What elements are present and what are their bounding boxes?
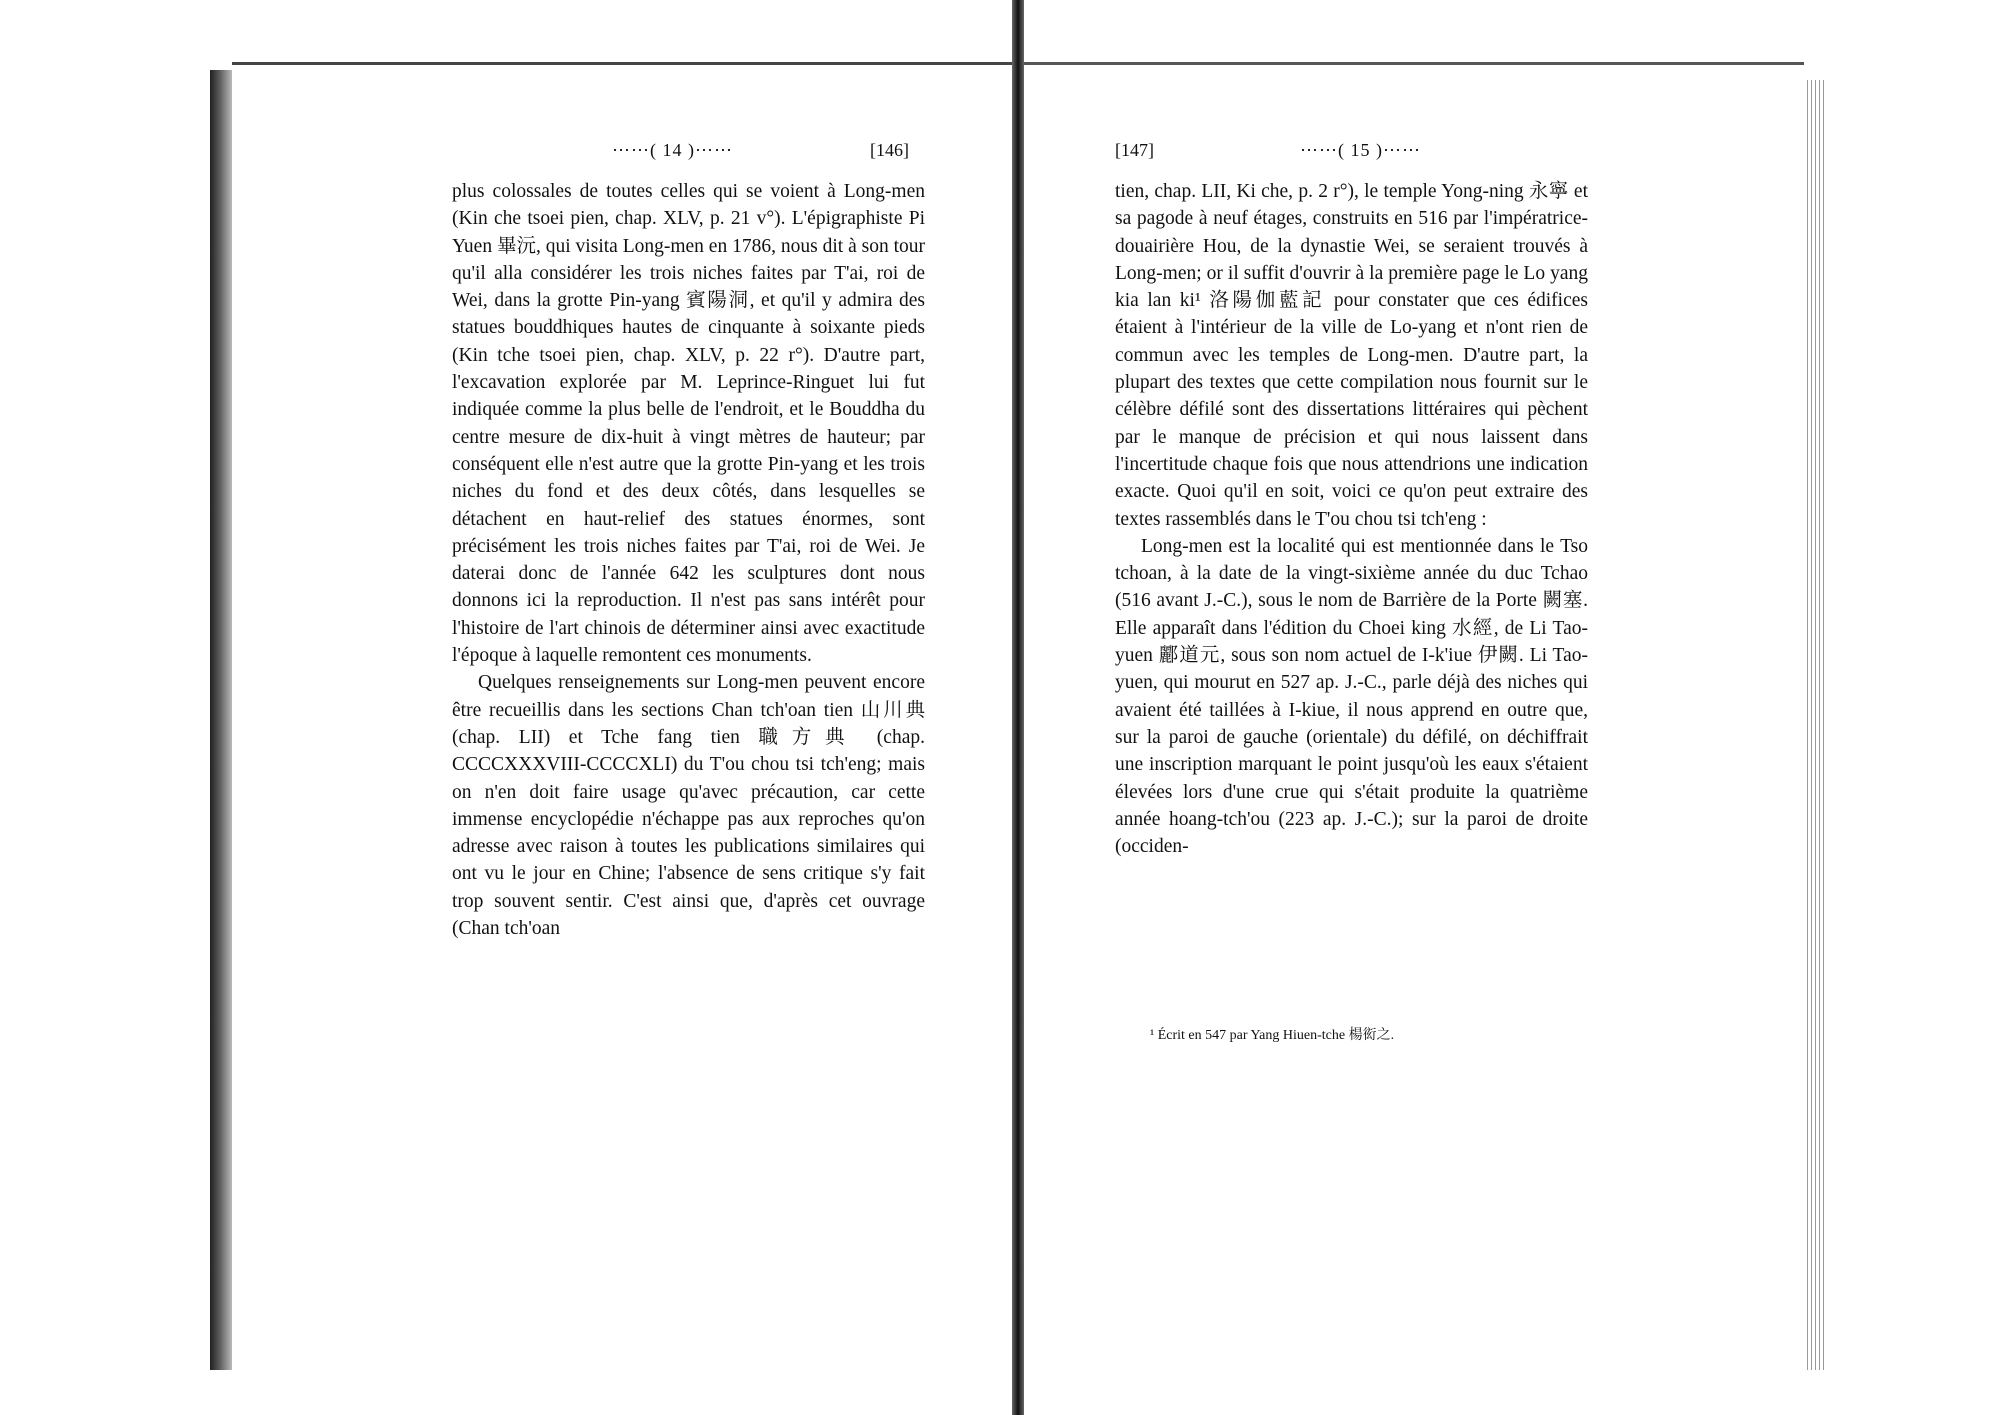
left-page-number: ⋯⋯( 14 )⋯⋯ bbox=[612, 140, 733, 160]
left-paragraph-2: Quelques renseignements sur Long-men peuvent encore être recueillis dans les sections Chan tch'oan tien 山川典 (chap. LII) et Tche fang tien 職方典 (chap. CCCCXXXVIII-CCCCXLI) du T'ou chou tsi tch'eng; mais on n'en doit faire usage qu'avec précaution, car cette immense encyclopédie n'échappe pas aux reproches qu'on adresse avec raison à toutes les publications similaires qui ont vu le jour en Chine; l'absence de sens critique s'y fait trop souvent sentir. C'est ainsi que, d'après cet ouvrage (Chan tch'oan bbox=[452, 672, 925, 940]
right-page-text bbox=[1115, 178, 1588, 860]
left-page-header bbox=[452, 140, 932, 164]
left-page-original-number: [146] bbox=[870, 140, 909, 160]
right-page-edge bbox=[1804, 80, 1826, 1370]
right-page-number: ⋯⋯( 15 )⋯⋯ bbox=[1300, 140, 1421, 160]
book-gutter bbox=[1012, 0, 1024, 1415]
left-paragraph-1: plus colossales de toutes celles qui se voient à Long-men (Kin che tsoei pien, chap. XLV, p. 21 v°). L'épigraphiste Pi Yuen 畢沅, qui visita Long-men en 1786, nous dit à son tour qu'il alla considérer les trois niches faites par T'ai, roi de Wei, dans la grotte Pin-yang 賓陽洞, et qu'il y admira des statues bouddhiques hautes de cinquante à soixante pieds (Kin tche tsoei pien, chap. XLV, p. 22 r°). D'autre part, l'excavation explorée par M. Leprince-Ringuet lui fut indiquée comme la plus belle de l'endroit, et le Bouddha du centre mesure de dix-huit à vingt mètres de hauteur; par conséquent elle n'est autre que la grotte Pin-yang et les trois niches du fond et des deux côtés, dans lesquelles se détachent en haut-relief des statues énormes, sont précisément les trois niches faites par T'ai, roi de Wei. Je daterai donc de l'année 642 les sculptures dont nous donnons ici la reproduction. Il n'est pas sans intérêt pour l'histoire de l'art chinois de déterminer ainsi avec exactitude l'époque à laquelle remontent ces monuments. bbox=[452, 181, 925, 667]
left-page-text bbox=[452, 178, 925, 942]
right-page-footnote: ¹ Écrit en 547 par Yang Hiuen-tche 楊衒之. bbox=[1150, 1028, 1395, 1043]
right-paragraph-1: tien, chap. LII, Ki che, p. 2 r°), le temple Yong-ning 永寧 et sa pagode à neuf étages, construits en 516 par l'impératrice-douairière Hou, de la dynastie Wei, se seraient trouvés à Long-men; or il suffit d'ouvrir à la première page le Lo yang kia lan ki¹ 洛陽伽藍記 pour constater que ces édifices étaient à l'intérieur de la ville de Lo-yang et n'ont rien de commun avec les temples de Long-men. D'autre part, la plupart des textes que cette compilation nous fournit sur le célèbre défilé sont des dissertations littéraires qui pèchent par le manque de précision et qui nous laissent dans l'incertitude chaque fois que nous attendrions une indication exacte. Quoi qu'il en soit, voici ce qu'on peut extraire des textes rassemblés dans le T'ou chou tsi tch'eng : bbox=[1115, 181, 1588, 530]
right-paragraph-2: Long-men est la localité qui est mentionnée dans le Tso tchoan, à la date de la vingt-sixième année du duc Tchao (516 avant J.-C.), sous le nom de Barrière de la Porte 闕塞. Elle apparaît dans l'édition du Choei king 水經, de Li Tao-yuen 酈道元, sous son nom actuel de I-k'iue 伊闕. Li Tao-yuen, qui mourut en 527 ap. J.-C., parle déjà des niches qui avaient été taillées à I-kiue, il nous apprend en outre que, sur la paroi de gauche (orientale) du défilé, on déchiffrait une inscription marquant le point jusqu'où les eaux s'étaient élevées lors d'une crue qui s'était produite la quatrième année hoang-tch'ou (223 ap. J.-C.); sur la paroi de droite (occiden- bbox=[1115, 535, 1588, 858]
right-page-header bbox=[1115, 140, 1595, 164]
left-page-edge bbox=[210, 70, 232, 1370]
right-page-original-number: [147] bbox=[1115, 140, 1154, 160]
